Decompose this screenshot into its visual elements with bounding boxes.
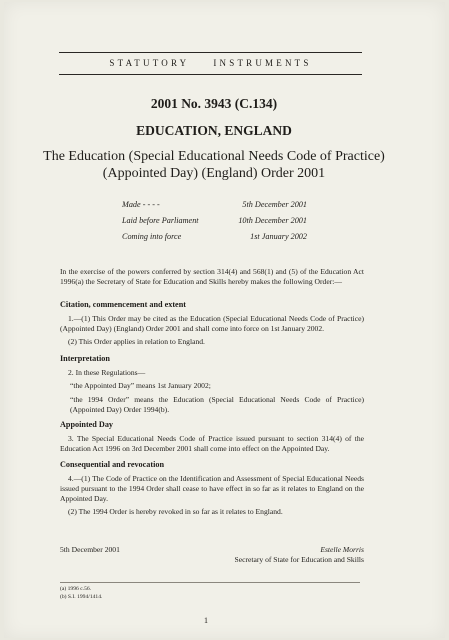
footnote-b: (b) S.I. 1994/1414. [60, 594, 103, 600]
heading-consequential: Consequential and revocation [60, 460, 165, 469]
instrument-title [34, 148, 394, 182]
series-heading [59, 58, 362, 68]
heading-appointed-day: Appointed Day [60, 420, 114, 429]
footnote-a: (a) 1996 c.56. [60, 586, 92, 592]
header-rule [59, 74, 362, 75]
date-label: Coming into force [122, 232, 182, 241]
paragraph-2: 2. In these Regulations— [68, 368, 146, 377]
definition-1994-order: “the 1994 Order” means the Education (Special Educational Needs Code of Practice) (Appointed Day) Order 1994(b). [70, 395, 364, 414]
paragraph-4-2: (2) The 1994 Order is hereby revoked in so far as it relates to England. [68, 507, 283, 516]
top-rule [59, 52, 362, 53]
date-row-laid [122, 216, 307, 232]
instrument-subject: EDUCATION, ENGLAND [136, 123, 292, 138]
date-label: Laid before Parliament [122, 216, 199, 225]
paragraph-3: 3. The Special Educational Needs Code of Practice issued pursuant to section 314(4) of the Education Act 1996 on 3rd December 2001 shall come into effect on the Appointed Day. [60, 434, 364, 453]
paragraph-1-2: (2) This Order applies in relation to England. [68, 337, 205, 346]
heading-interpretation: Interpretation [60, 354, 110, 363]
signatory-role: Secretary of State for Education and Skills [234, 555, 364, 564]
date-value: 10th December 2001 [238, 216, 307, 225]
date-label: Made - - - - [122, 200, 160, 209]
series-word-instruments: INSTRUMENTS [213, 58, 312, 68]
instrument-number: 2001 No. 3943 (C.134) [150, 96, 278, 111]
series-word-statutory: STATUTORY [109, 58, 190, 68]
title-line-1: The Education (Special Educational Needs Code of Practice) [43, 149, 385, 164]
date-row-made [122, 200, 307, 216]
paragraph-1-1: 1.—(1) This Order may be cited as the Education (Special Educational Needs Code of Practice) (Appointed Day) (England) Order 2001 and shall come into force on 1st January 2002. [60, 314, 364, 333]
heading-citation: Citation, commencement and extent [60, 300, 186, 309]
dates-table [122, 200, 307, 248]
paragraph-4-1: 4.—(1) The Code of Practice on the Identification and Assessment of Special Educational Needs issued pursuant to the 1994 Order shall cease to have effect in so far as it relates to England on the Appointed Day. [60, 474, 364, 503]
date-value: 1st January 2002 [250, 232, 307, 241]
footnote-rule [60, 582, 360, 583]
preamble: In the exercise of the powers conferred by section 314(4) and 568(1) and (5) of the Education Act 1996(a) the Secretary of State for Education and Skills hereby makes the following Order:— [60, 267, 364, 286]
signatory-name: Estelle Morris [320, 545, 364, 554]
date-value: 5th December 2001 [242, 200, 307, 209]
date-row-in-force [122, 232, 307, 248]
title-line-2: (Appointed Day) (England) Order 2001 [102, 166, 326, 181]
signature-date: 5th December 2001 [60, 545, 120, 554]
page-number: 1 [204, 616, 208, 625]
definition-appointed-day: “the Appointed Day” means 1st January 2002; [70, 381, 211, 390]
document-page [4, 2, 445, 638]
